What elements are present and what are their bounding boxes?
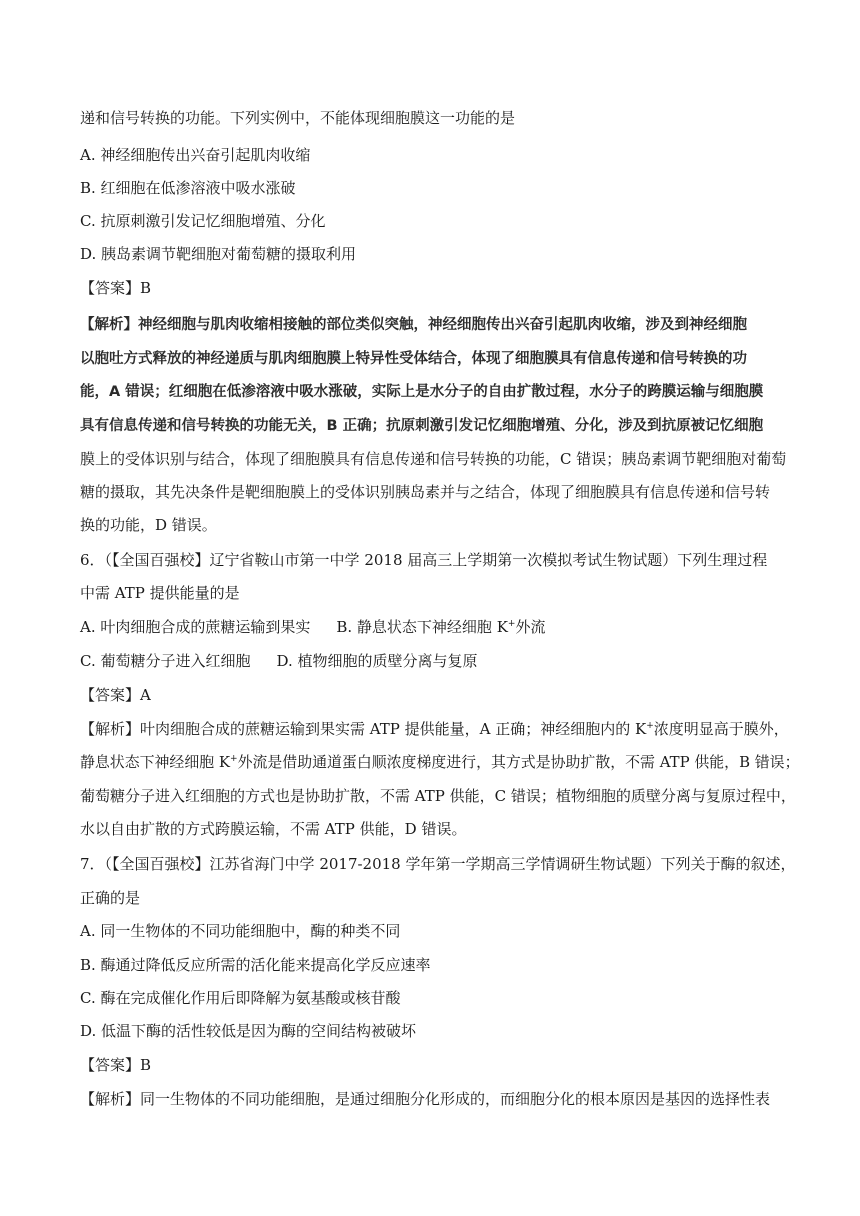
q6-analysis-line: 【解析】叶肉细胞合成的蔗糖运输到果实需 ATP 提供能量，A 正确；神经细胞内的 K+浓度明显高于膜外， (80, 720, 789, 738)
q6-option-c: C. 葡萄糖分子进入红细胞 (80, 652, 251, 670)
q6-stem: 中需 ATP 提供能量的是 (80, 584, 240, 602)
q6-analysis-line: 静息状态下神经细胞 K+外流是借助通道蛋白顺浓度梯度进行，其方式是协助扩散，不需 ATP 供能，B 错误； (80, 753, 800, 771)
q6-analysis-line: 水以自由扩散的方式跨膜运输，不需 ATP 供能，D 错误。 (80, 820, 467, 838)
q5-option-c: C. 抗原刺激引发记忆细胞增殖、分化 (80, 212, 326, 230)
q5-option-a: A. 神经细胞传出兴奋引起肌肉收缩 (80, 146, 311, 164)
q7-option-a: A. 同一生物体的不同功能细胞中，酶的种类不同 (80, 922, 401, 940)
q6-analysis-line: 葡萄糖分子进入红细胞的方式也是协助扩散，不需 ATP 供能，C 错误；植物细胞的质壁分离与复原过程中， (80, 787, 796, 805)
q5-analysis-line: 以胞吐方式释放的神经递质与肌肉细胞膜上特异性受体结合，体现了细胞膜具有信息传递和信号转换的功 (80, 351, 747, 367)
q6-answer: 【答案】A (80, 686, 151, 704)
q6-options-ab (80, 617, 545, 637)
q7-stem: 正确的是 (80, 889, 141, 907)
q5-analysis-line: 【解析】神经细胞与肌肉收缩相接触的部位类似突触，神经细胞传出兴奋引起肌肉收缩，涉及到神经细胞 (80, 317, 747, 333)
q6-option-d: D. 植物细胞的质壁分离与复原 (276, 652, 478, 670)
q5-answer: 【答案】B (80, 279, 152, 297)
q5-option-b: B. 红细胞在低渗溶液中吸水涨破 (80, 179, 296, 197)
q5-analysis-line: 糖的摄取，其先决条件是靶细胞膜上的受体识别胰岛素并与之结合，体现了细胞膜具有信息传递和信号转 (80, 483, 771, 501)
q7-stem: 7．（【全国百强校】江苏省海门中学 2017-2018 学年第一学期高三学情调研生物试题）下列关于酶的叙述， (80, 855, 796, 873)
q5-option-d: D. 胰岛素调节靶细胞对葡萄糖的摄取利用 (80, 245, 357, 263)
q5-analysis-line: 具有信息传递和信号转换的功能无关，B 正确；抗原刺激引发记忆细胞增殖、分化，涉及到抗原被记忆细胞 (80, 418, 764, 434)
q7-option-b: B. 酶通过降低反应所需的活化能来提高化学反应速率 (80, 956, 431, 974)
q5-analysis-line: 换的功能，D 错误。 (80, 516, 217, 534)
q7-option-c: C. 酶在完成催化作用后即降解为氨基酸或核苷酸 (80, 989, 401, 1007)
q7-option-d: D. 低温下酶的活性较低是因为酶的空间结构被破坏 (80, 1022, 417, 1040)
q6-option-b: B. 静息状态下神经细胞 K+外流 (336, 618, 546, 636)
q5-stem: 递和信号转换的功能。下列实例中，不能体现细胞膜这一功能的是 (80, 109, 516, 127)
q5-analysis-line: 膜上的受体识别与结合，体现了细胞膜具有信息传递和信号转换的功能，C 错误；胰岛素调节靶细胞对葡萄 (80, 450, 787, 468)
q6-options-cd (80, 651, 478, 671)
q5-analysis-line: 能，A 错误；红细胞在低渗溶液中吸水涨破，实际上是水分子的自由扩散过程，水分子的跨膜运输与细胞膜 (80, 384, 764, 400)
q7-analysis-line: 【解析】同一生物体的不同功能细胞，是通过细胞分化形成的，而细胞分化的根本原因是基因的选择性表 (80, 1090, 771, 1108)
q6-option-a: A. 叶肉细胞合成的蔗糖运输到果实 (80, 618, 311, 636)
q7-answer: 【答案】B (80, 1056, 152, 1074)
q6-stem: 6．（【全国百强校】辽宁省鞍山市第一中学 2018 届高三上学期第一次模拟考试生物试题）下列生理过程 (80, 551, 768, 569)
